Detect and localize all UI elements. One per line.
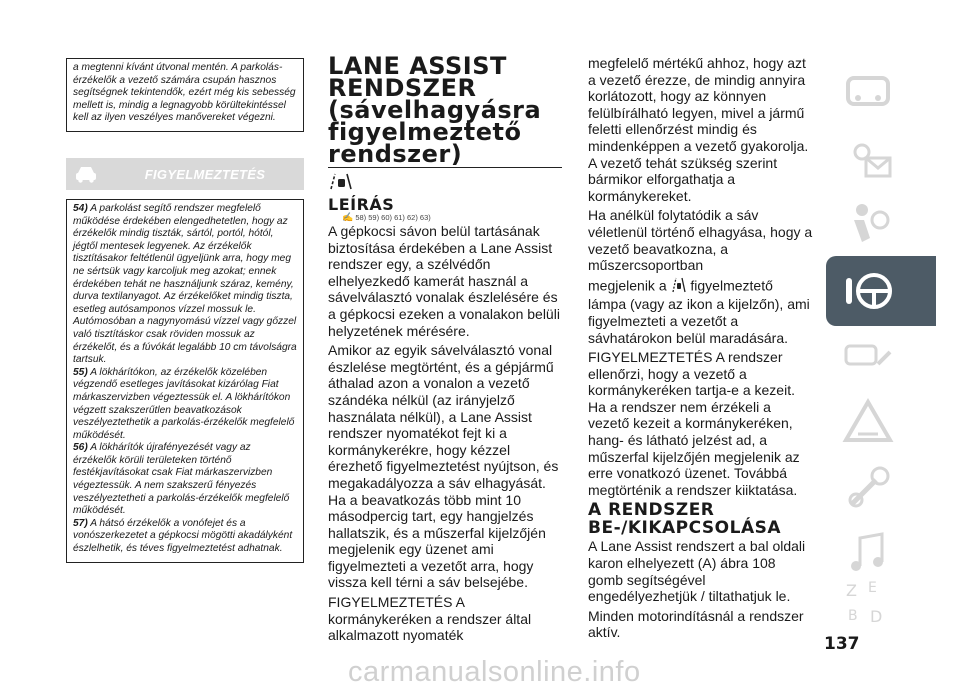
- warning-item: [73, 367, 297, 443]
- refs-text: 58) 59) 60) 61) 62) 63): [355, 213, 431, 222]
- warning-text: A lökhárítók újrafényezését vagy az érzékelők körüli területeken történő festékjavításokat csak Fiat márkaszervizben végeztessük. A nem szakszerű fényezés veszélyeztetheti a parkolás-érzékelők megfelelő működését.: [73, 442, 290, 517]
- watermark: carmanualsonline.info: [348, 656, 641, 688]
- tab-dashboard[interactable]: [826, 58, 936, 128]
- warning-triangle-icon: [840, 394, 896, 450]
- section-heading: [328, 52, 564, 168]
- note-text: a megtenni kívánt útvonal mentén. A parkolás-érzékelők a vezető számára csupán hasznos segítségnek tekintendők, ezért még kis sebesség mellett is, mindig a legnagyobb körültekintéssel kell az ilyen veszélyes manővereket végezni.: [73, 62, 296, 124]
- paragraph: Ha anélkül folytatódik a sáv véletlenül történő elhagyása, hogy a vezető beavatkozna, a műszercsoportban: [588, 207, 813, 274]
- index-alphabet-icon: [840, 576, 896, 632]
- svg-text:D: D: [870, 607, 883, 626]
- tab-warning[interactable]: [826, 388, 936, 458]
- book-icon: ✍: [342, 212, 354, 222]
- safety-airbag-icon: [840, 196, 896, 252]
- main-column: [328, 52, 564, 647]
- tab-warning-lights[interactable]: [826, 124, 936, 194]
- svg-text:B: B: [848, 608, 858, 624]
- lane-assist-icon: [328, 172, 564, 195]
- warning-text: A lökhárítókon, az érzékelők közelében végzendő esetleges javításokat kizárólag Fiat márkaszervizben végeztessük el. A lökhárítókon végzett szakszerűtlen beavatkozások veszélyeztethetik a parkolás-érzékelők megfelelő működését.: [73, 366, 295, 441]
- heading-line: BE-/KIKAPCSOLÁSA: [588, 518, 781, 539]
- heading-line: A RENDSZER: [588, 500, 715, 521]
- warning-item: [73, 518, 297, 556]
- heading-line: LANE ASSIST: [328, 52, 507, 80]
- page-number: 137: [824, 634, 860, 654]
- warning-item: [73, 203, 297, 367]
- right-column: [588, 55, 814, 644]
- paragraph: FIGYELMEZTETÉS A kormánykeréken a rendszer által alkalmazott nyomaték: [328, 594, 532, 644]
- paragraph: megjelenik a figyelmeztető lámpa (vagy az ikon a kijelzőn), ami figyelmezteti a vezetőt a sávhatárokon belül maradására.: [588, 277, 810, 346]
- section-heading: [588, 502, 814, 538]
- heading-line: figyelmeztető: [328, 118, 522, 146]
- paragraph: A gépkocsi sávon belül tartásának biztosítása érdekében a Lane Assist rendszer egy, a szélvédőn elhelyezkedő kamerát használ a sávelválasztó vonalak észlelésére és a gépkocsi ezeken a vonalakon belüli helyzetének mérésére.: [328, 223, 560, 339]
- warning-lights-icon: [840, 130, 896, 186]
- subheading: LEÍRÁS: [328, 195, 395, 214]
- service-tools-icon: [840, 460, 896, 516]
- warning-number: 56): [73, 442, 88, 454]
- paragraph: Amikor az egyik sávelválasztó vonal észlelése megtörtént, és a gépjármű áthalad azon a vonalon a vezető szándéka nélkül (az irányjelző használata nélkül), a Lane Assist rendszer nyomatékot fejt ki a kormánykerékre, hogy kézzel érezhető figyelmeztetést nyújtson, és megakadályozza a sáv elhagyását. Ha a beavatkozás több mint 10 másodpercig tart, egy hangjelzés hallatszik, és a műszerfal kijelzőjén megjelenik egy üzenet ami figyelmezteti a vezetőt arra, hogy vissza kell térni a sáv belsejébe.: [328, 342, 559, 591]
- warning-number: 55): [73, 366, 88, 378]
- svg-text:E: E: [868, 580, 877, 596]
- lane-warning-icon: [671, 277, 687, 297]
- paragraph: Minden motorindításnál a rendszer aktív.: [588, 607, 804, 641]
- tab-emergency[interactable]: [826, 322, 936, 392]
- warning-refs: [342, 212, 564, 223]
- paragraph: A Lane Assist rendszert a bal oldali karon elhelyezett (A) ábra 108 gomb segítségével engedélyezhetjük / tiltathatjuk le.: [588, 538, 806, 605]
- paragraph: megfelelő mértékű ahhoz, hogy azt a vezető érezze, de mindig annyira korlátozott, hogy az könnyen felülbírálható legyen, mivel a jármű feletti ellenőrzést mindig és mindenképpen a vezető gyakorolja. A vezető tehát szükség szerint bármikor elforgathatja a kormánykereket.: [588, 55, 809, 204]
- warning-number: 54): [73, 203, 88, 214]
- heading-line: (sávelhagyásra: [328, 96, 542, 124]
- dashboard-car-icon: [840, 64, 896, 120]
- warning-title: FIGYELMEZTETÉS: [144, 166, 266, 182]
- warning-text: A hátsó érzékelők a vonófejet és a vonószerkezetet a gépkocsi mögötti akadályként észlelhetik, és téves figyelmeztetést adhatnak.: [73, 517, 293, 555]
- warning-box: [66, 199, 304, 563]
- paragraph: FIGYELMEZTETÉS A rendszer ellenőrzi, hogy a vezető a kormánykeréken tartja-e a kezeit. Ha a rendszer nem érzékeli a vezető kezeit a kormánykeréken, hang- és látható jelzést ad, a műszerfal kijelzőjén megjelenik az erre vonatkozó üzenet. Továbbá megtörténik a rendszer kiiktatása.: [588, 349, 800, 498]
- body-text: [328, 223, 564, 644]
- heading-line: rendszer): [328, 140, 463, 168]
- tab-starting-driving[interactable]: [826, 256, 936, 326]
- car-wrench-icon: [840, 328, 896, 384]
- warning-number: 57): [73, 517, 88, 529]
- svg-text:Z: Z: [846, 581, 857, 600]
- tab-index[interactable]: [826, 570, 936, 640]
- chapter-sidebar: [826, 58, 936, 640]
- warning-text: A parkolást segítő rendszer megfelelő működése érdekében elengedhetetlen, hogy az érzékelők mindig tiszták, sártól, portól, hótól, jégtől mentesek legyenek. Az érzékelők tisztításakor feltétlenül ügyeljünk arra, hogy meg ne sértsük vagy karcoljuk meg azokat; ennek érdekében tehát ne használjunk száraz, kemény, durva textilanyagot. Az érzékelőket mindig tiszta, esetleg autósamponos vízzel mossuk le. Autómosóban a nagynyomású vízzel vagy gőzzel való tisztításkor csak röviden mossuk az érzékelőt, és a fúvókát legalább 10 cm távolságra tartsuk.: [73, 203, 297, 366]
- car-warning-icon: [66, 158, 106, 190]
- heading-line: RENDSZER: [328, 74, 477, 102]
- steering-wheel-key-icon: [840, 262, 896, 318]
- warning-item: [73, 442, 297, 518]
- note-box: [66, 58, 304, 132]
- warning-header: [66, 158, 304, 190]
- tab-safety[interactable]: [826, 190, 936, 260]
- tab-maintenance[interactable]: [826, 454, 936, 524]
